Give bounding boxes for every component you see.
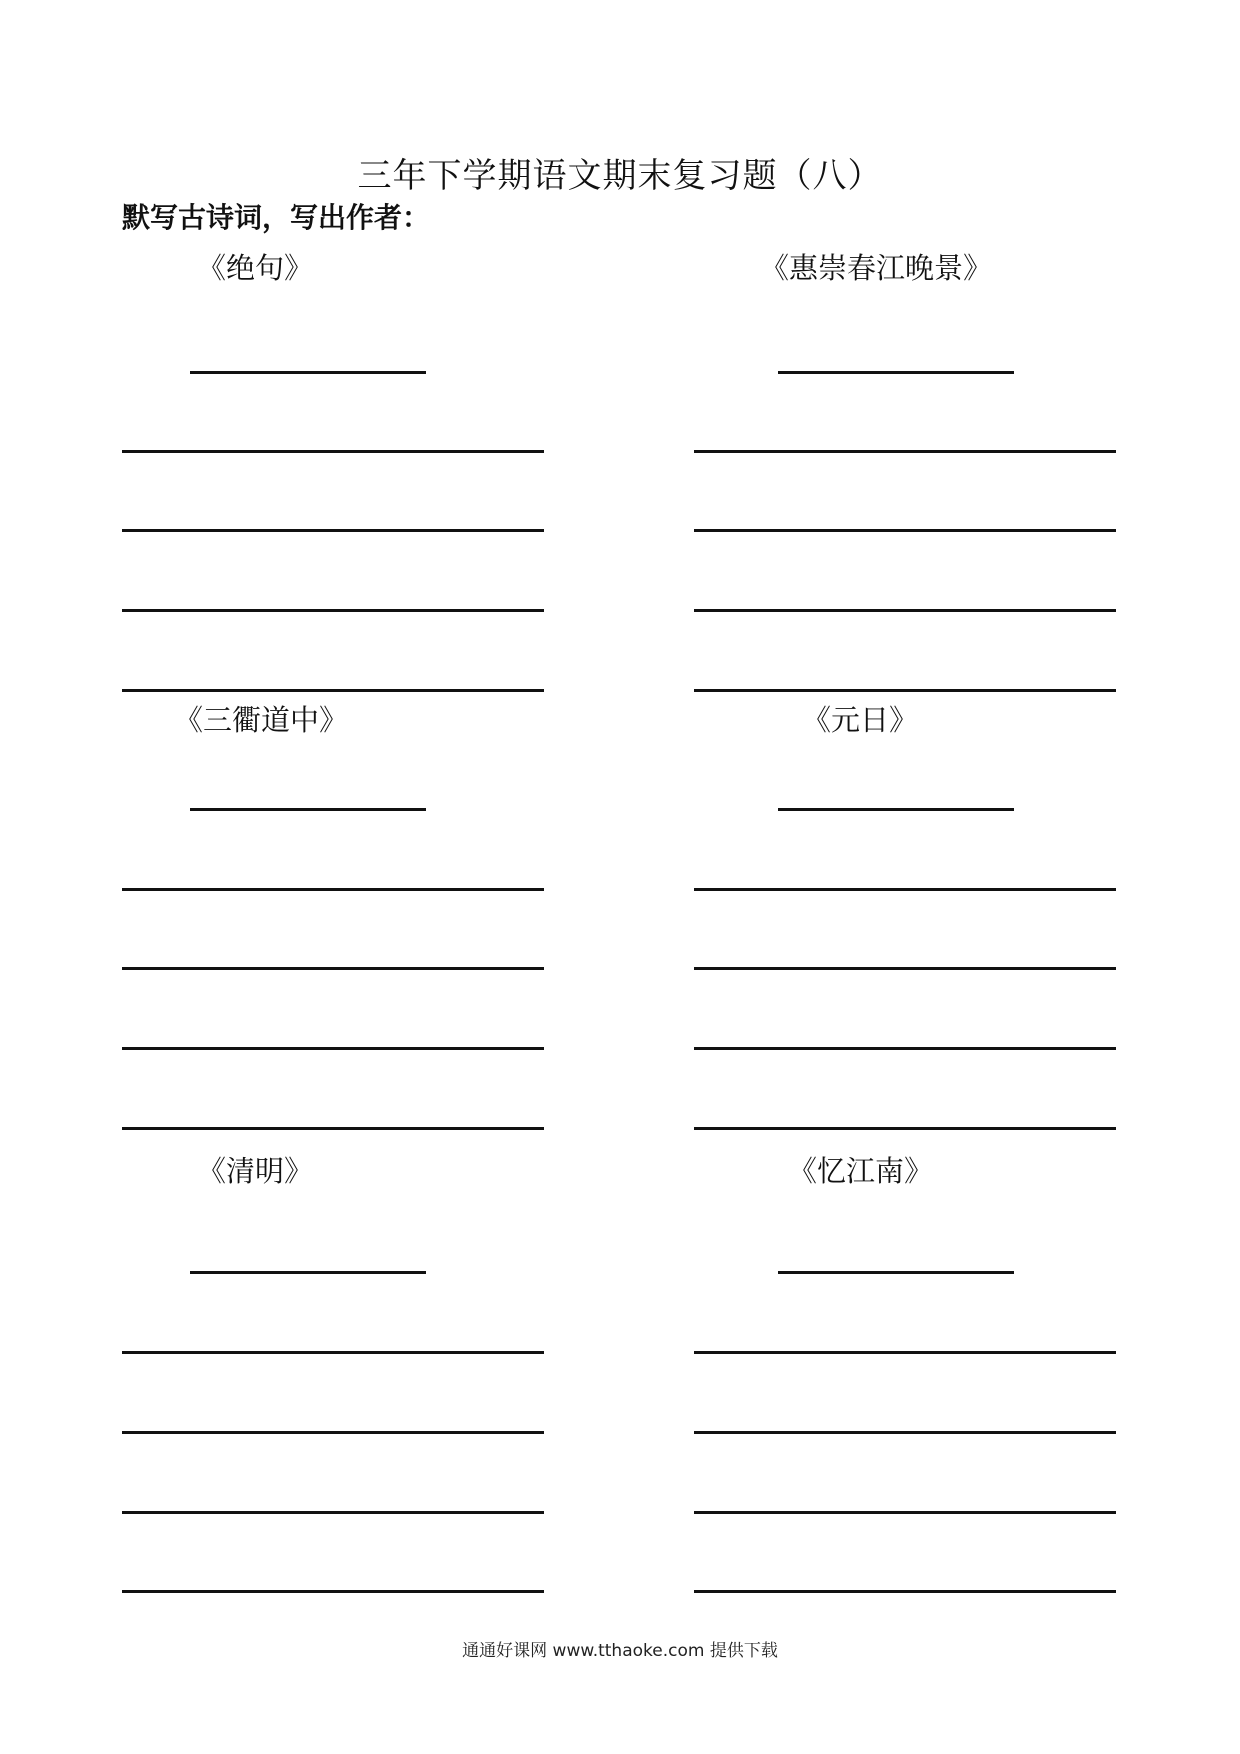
page-title: 三年下学期语文期末复习题（八） [357, 156, 883, 196]
instruction-text: 默写古诗词，写出作者： [122, 201, 431, 234]
answer-blank-line [122, 1431, 544, 1434]
answer-blank-line [122, 689, 544, 692]
answer-blank-line [122, 1351, 544, 1354]
answer-blank-line [694, 529, 1116, 532]
author-blank-line [190, 371, 426, 374]
footer-text: 通通好课网 www.tthaoke.com 提供下载 [462, 1641, 778, 1661]
answer-blank-line [694, 1127, 1116, 1130]
answer-blank-line [694, 1047, 1116, 1050]
author-blank-line [190, 1271, 426, 1274]
answer-blank-line [694, 689, 1116, 692]
answer-blank-line [694, 1351, 1116, 1354]
answer-blank-line [122, 888, 544, 891]
answer-blank-line [122, 1127, 544, 1130]
author-blank-line [778, 808, 1014, 811]
author-blank-line [778, 1271, 1014, 1274]
answer-blank-line [122, 1511, 544, 1514]
poem-title-yijiangnan: 《忆江南》 [788, 1154, 934, 1188]
answer-blank-line [694, 609, 1116, 612]
answer-blank-line [122, 1590, 544, 1593]
answer-blank-line [694, 1431, 1116, 1434]
answer-blank-line [122, 450, 544, 453]
answer-blank-line [122, 529, 544, 532]
author-blank-line [190, 808, 426, 811]
answer-blank-line [694, 1590, 1116, 1593]
answer-blank-line [122, 609, 544, 612]
poem-title-jueju: 《绝句》 [197, 251, 314, 285]
answer-blank-line [122, 967, 544, 970]
answer-blank-line [694, 888, 1116, 891]
poem-title-yuanri: 《元日》 [802, 703, 919, 737]
author-blank-line [778, 371, 1014, 374]
answer-blank-line [694, 450, 1116, 453]
answer-blank-line [122, 1047, 544, 1050]
poem-title-huichong: 《惠崇春江晚景》 [760, 251, 993, 285]
poem-title-sanqu: 《三衢道中》 [174, 703, 349, 737]
answer-blank-line [694, 1511, 1116, 1514]
poem-title-qingming: 《清明》 [197, 1154, 314, 1188]
answer-blank-line [694, 967, 1116, 970]
